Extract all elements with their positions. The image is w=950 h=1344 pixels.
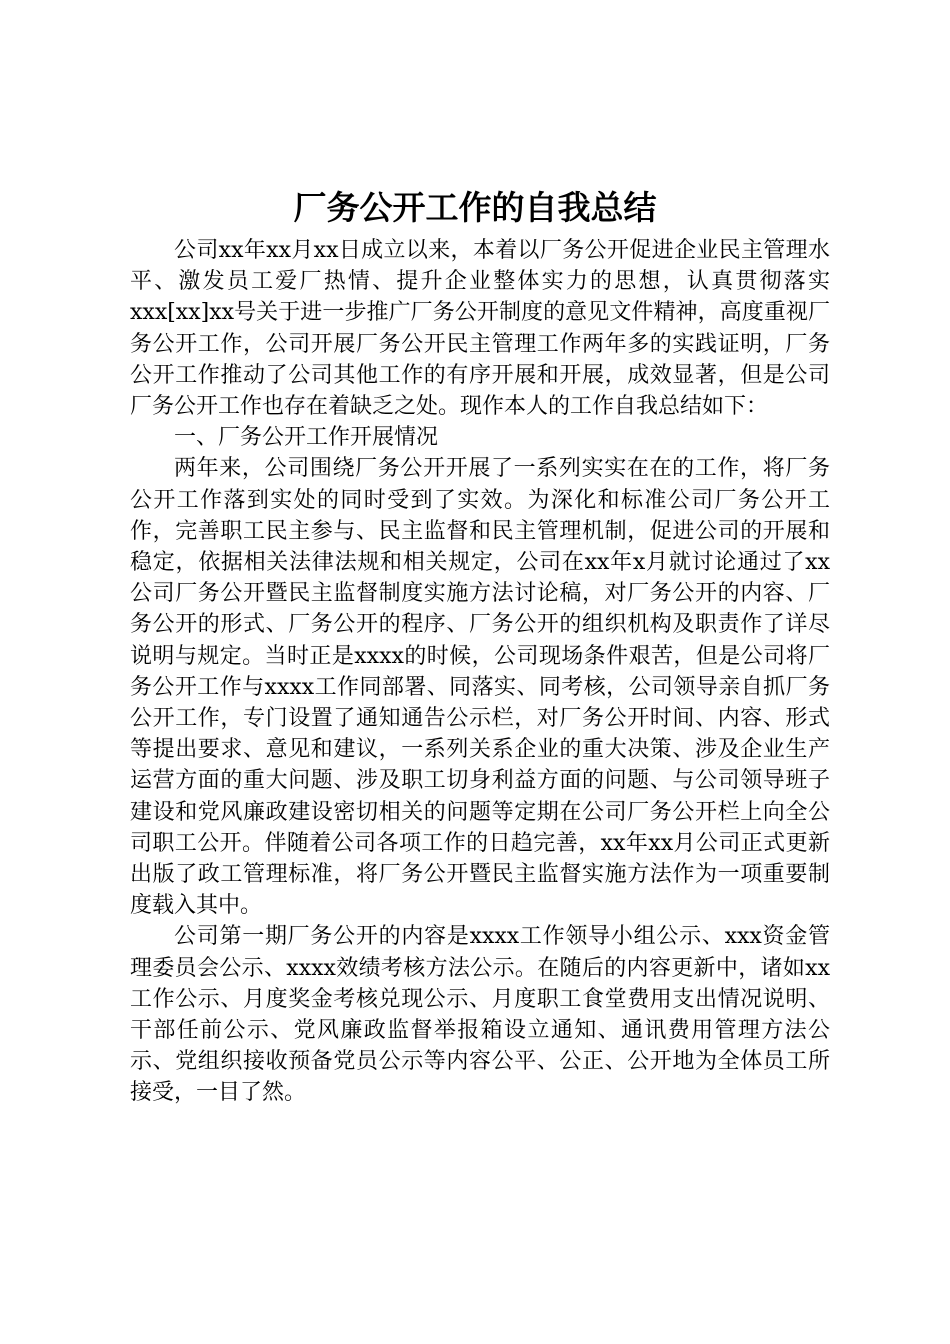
document-body bbox=[130, 235, 830, 1109]
paragraph-first-issue: 公司第一期厂务公开的内容是xxxx工作领导小组公示、xxx资金管理委员会公示、xxxx效绩考核方法公示。在随后的内容更新中，诸如xx工作公示、月度奖金考核兑现公示、月度职工食堂费用支出情况说明、干部任前公示、党风廉政监督举报箱设立通知、通讯费用管理方法公示、党组织接收预备党员公示等内容公平、公正、公开地为全体员工所接受，一目了然。 bbox=[130, 924, 830, 1106]
section-heading: 一、厂务公开工作开展情况 bbox=[174, 425, 439, 451]
document-title: 厂务公开工作的自我总结 bbox=[293, 188, 657, 227]
paragraph-progress: 两年来，公司围绕厂务公开开展了一系列实实在在的工作，将厂务公开工作落到实处的同时受到了实效。为深化和标准公司厂务公开工作，完善职工民主参与、民主监督和民主管理机制，促进公司的开展和稳定，依据相关法律法规和相关规定，公司在xx年x月就讨论通过了xx公司厂务公开暨民主监督制度实施方法讨论稿，对厂务公开的内容、厂务公开的形式、厂务公开的程序、厂务公开的组织机构及职责作了详尽说明与规定。当时正是xxxx的时候，公司现场条件艰苦，但是公司将厂务公开工作与xxxx工作同部署、同落实、同考核，公司领导亲自抓厂务公开工作，专门设置了通知通告公示栏，对厂务公开时间、内容、形式等提出要求、意见和建议，一系列关系企业的重大决策、涉及企业生产运营方面的重大问题、涉及职工切身利益方面的问题、与公司领导班子建设和党风廉政建设密切相关的问题等定期在公司厂务公开栏上向全公司职工公开。伴随着公司各项工作的日趋完善，xx年xx月公司正式更新出版了政工管理标准，将厂务公开暨民主监督实施方法作为一项重要制度载入其中。 bbox=[130, 456, 830, 919]
paragraph-intro: 公司xx年xx月xx日成立以来，本着以厂务公开促进企业民主管理水平、激发员工爱厂热情、提升企业整体实力的思想，认真贯彻落实xxx[xx]xx号关于进一步推广厂务公开制度的意见文件精神，高度重视厂务公开工作，公司开展厂务公开民主管理工作两年多的实践证明，厂务公开工作推动了公司其他工作的有序开展和开展，成效显著，但是公司厂务公开工作也存在着缺乏之处。现作本人的工作自我总结如下： bbox=[130, 238, 830, 420]
